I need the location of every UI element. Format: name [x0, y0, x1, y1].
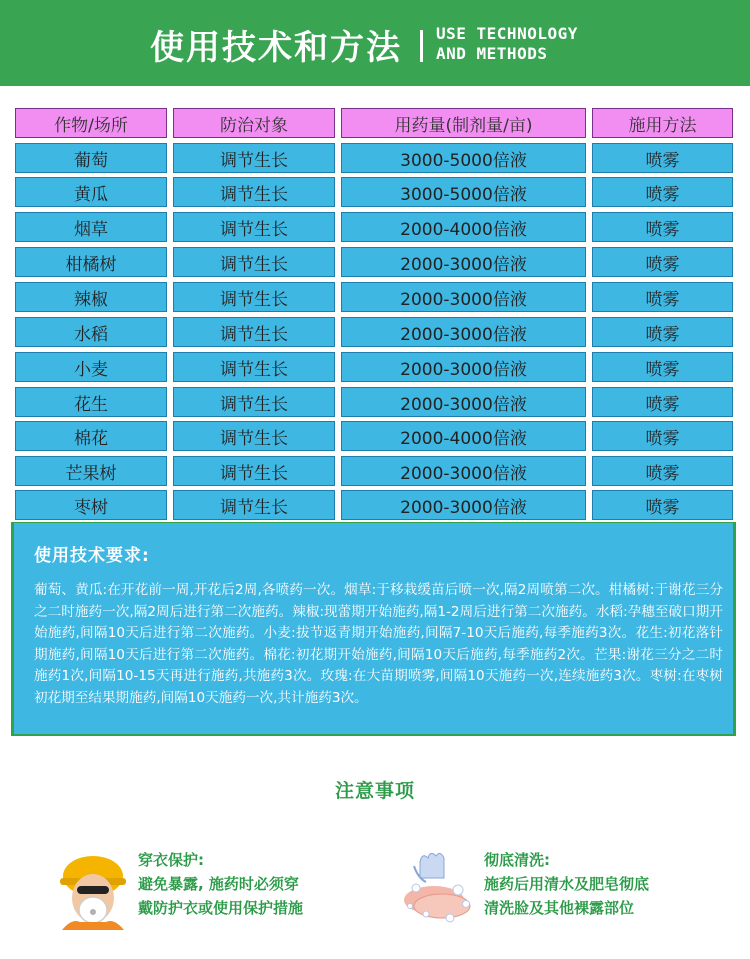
cell-target: 调节生长	[173, 177, 335, 207]
cell-method: 喷雾	[592, 456, 733, 486]
requirements-title: 使用技术要求:	[34, 546, 150, 566]
cell-crop: 棉花	[15, 421, 167, 451]
worker-mask-icon	[52, 848, 134, 930]
cell-method: 喷雾	[592, 212, 733, 242]
cell-target: 调节生长	[173, 387, 335, 417]
cell-dosage: 3000-5000倍液	[341, 143, 586, 173]
cell-dosage: 2000-3000倍液	[341, 490, 586, 520]
table-row	[14, 456, 734, 486]
cell-method: 喷雾	[592, 282, 733, 312]
usage-requirements-box	[14, 523, 733, 734]
cell-target: 调节生长	[173, 212, 335, 242]
cell-target: 调节生长	[173, 317, 335, 347]
cell-crop: 辣椒	[15, 282, 167, 312]
cell-target: 调节生长	[173, 421, 335, 451]
note-line: 戴防护衣或使用保护措施	[138, 899, 304, 917]
cell-dosage: 3000-5000倍液	[341, 177, 586, 207]
cell-method: 喷雾	[592, 490, 733, 520]
cell-crop: 芒果树	[15, 456, 167, 486]
cell-dosage: 2000-3000倍液	[341, 387, 586, 417]
title-divider	[420, 30, 423, 62]
table-header-row	[14, 108, 734, 138]
hand-washing-icon	[396, 848, 482, 930]
header-method: 施用方法	[592, 108, 733, 138]
cell-method: 喷雾	[592, 421, 733, 451]
english-subtitle-line-1: USE TECHNOLOGY	[436, 24, 578, 43]
cell-method: 喷雾	[592, 247, 733, 277]
table-row	[14, 177, 734, 207]
table-row	[14, 143, 734, 173]
cell-method: 喷雾	[592, 352, 733, 382]
cell-crop: 黄瓜	[15, 177, 167, 207]
cell-crop: 水稻	[15, 317, 167, 347]
cell-dosage: 2000-3000倍液	[341, 247, 586, 277]
cell-dosage: 2000-3000倍液	[341, 282, 586, 312]
header-crop: 作物/场所	[15, 108, 167, 138]
cell-method: 喷雾	[592, 317, 733, 347]
table-row	[14, 490, 734, 520]
page-title: 使用技术和方法	[150, 28, 402, 68]
note-line: 避免暴露, 施药时必须穿	[138, 875, 299, 893]
cell-target: 调节生长	[173, 282, 335, 312]
notes-title: 注意事项	[334, 780, 415, 802]
cell-target: 调节生长	[173, 247, 335, 277]
cell-method: 喷雾	[592, 387, 733, 417]
english-subtitle	[436, 24, 578, 64]
cell-crop: 烟草	[15, 212, 167, 242]
cell-crop: 葡萄	[15, 143, 167, 173]
table-row	[14, 421, 734, 451]
cell-method: 喷雾	[592, 143, 733, 173]
table-row	[14, 352, 734, 382]
cell-target: 调节生长	[173, 352, 335, 382]
header-target: 防治对象	[173, 108, 335, 138]
cell-dosage: 2000-4000倍液	[341, 212, 586, 242]
cell-dosage: 2000-3000倍液	[341, 352, 586, 382]
cell-target: 调节生长	[173, 456, 335, 486]
table-row	[14, 387, 734, 417]
usage-table	[11, 104, 736, 522]
note-heading: 穿衣保护:	[138, 851, 204, 869]
cell-dosage: 2000-4000倍液	[341, 421, 586, 451]
cell-method: 喷雾	[592, 177, 733, 207]
header-banner	[0, 0, 750, 86]
cell-dosage: 2000-3000倍液	[341, 456, 586, 486]
table-row	[14, 317, 734, 347]
table-row	[14, 212, 734, 242]
note-line: 清洗脸及其他裸露部位	[484, 899, 635, 917]
note-line: 施药后用清水及肥皂彻底	[484, 875, 650, 893]
cell-crop: 柑橘树	[15, 247, 167, 277]
english-subtitle-line-2: AND METHODS	[436, 44, 548, 63]
header-dosage: 用药量(制剂量/亩)	[341, 108, 586, 138]
cell-dosage: 2000-3000倍液	[341, 317, 586, 347]
table-row	[14, 247, 734, 277]
cell-target: 调节生长	[173, 490, 335, 520]
note-thorough-washing	[484, 848, 649, 920]
requirements-body: 葡萄、黄瓜:在开花前一周,开花后2周,各喷药一次。烟草:于移栽缓苗后喷一次,隔2周喷第二次。柑橘树:于谢花三分之二时施药一次,隔2周后进行第二次施药。辣椒:现蕾期开始施药,隔1-2周后进行第二次施药。水稻:孕穗至破口期开始施药,间隔10天后进行第二次施药。小麦:拔节返青期开始施药,间隔7-10天后施药,每季施药3次。花生:初花落针期施药,间隔10天后进行第二次施药。棉花:初花期开始施药,间隔10天后施药,每季施药2次。芒果:谢花三分之二时施药1次,间隔10-15天再进行施药,共施药3次。玫瑰:在大苗期喷雾,间隔10天施药一次,连续施药3次。枣树:在枣树初花期至结果期施药,间隔10天施药一次,共计施药3次。	[34, 582, 723, 706]
note-heading: 彻底清洗:	[484, 851, 550, 869]
cell-crop: 小麦	[15, 352, 167, 382]
cell-crop: 花生	[15, 387, 167, 417]
note-protective-clothing	[138, 848, 303, 920]
cell-crop: 枣树	[15, 490, 167, 520]
table-row	[14, 282, 734, 312]
cell-target: 调节生长	[173, 143, 335, 173]
usage-table-frame	[11, 104, 736, 736]
